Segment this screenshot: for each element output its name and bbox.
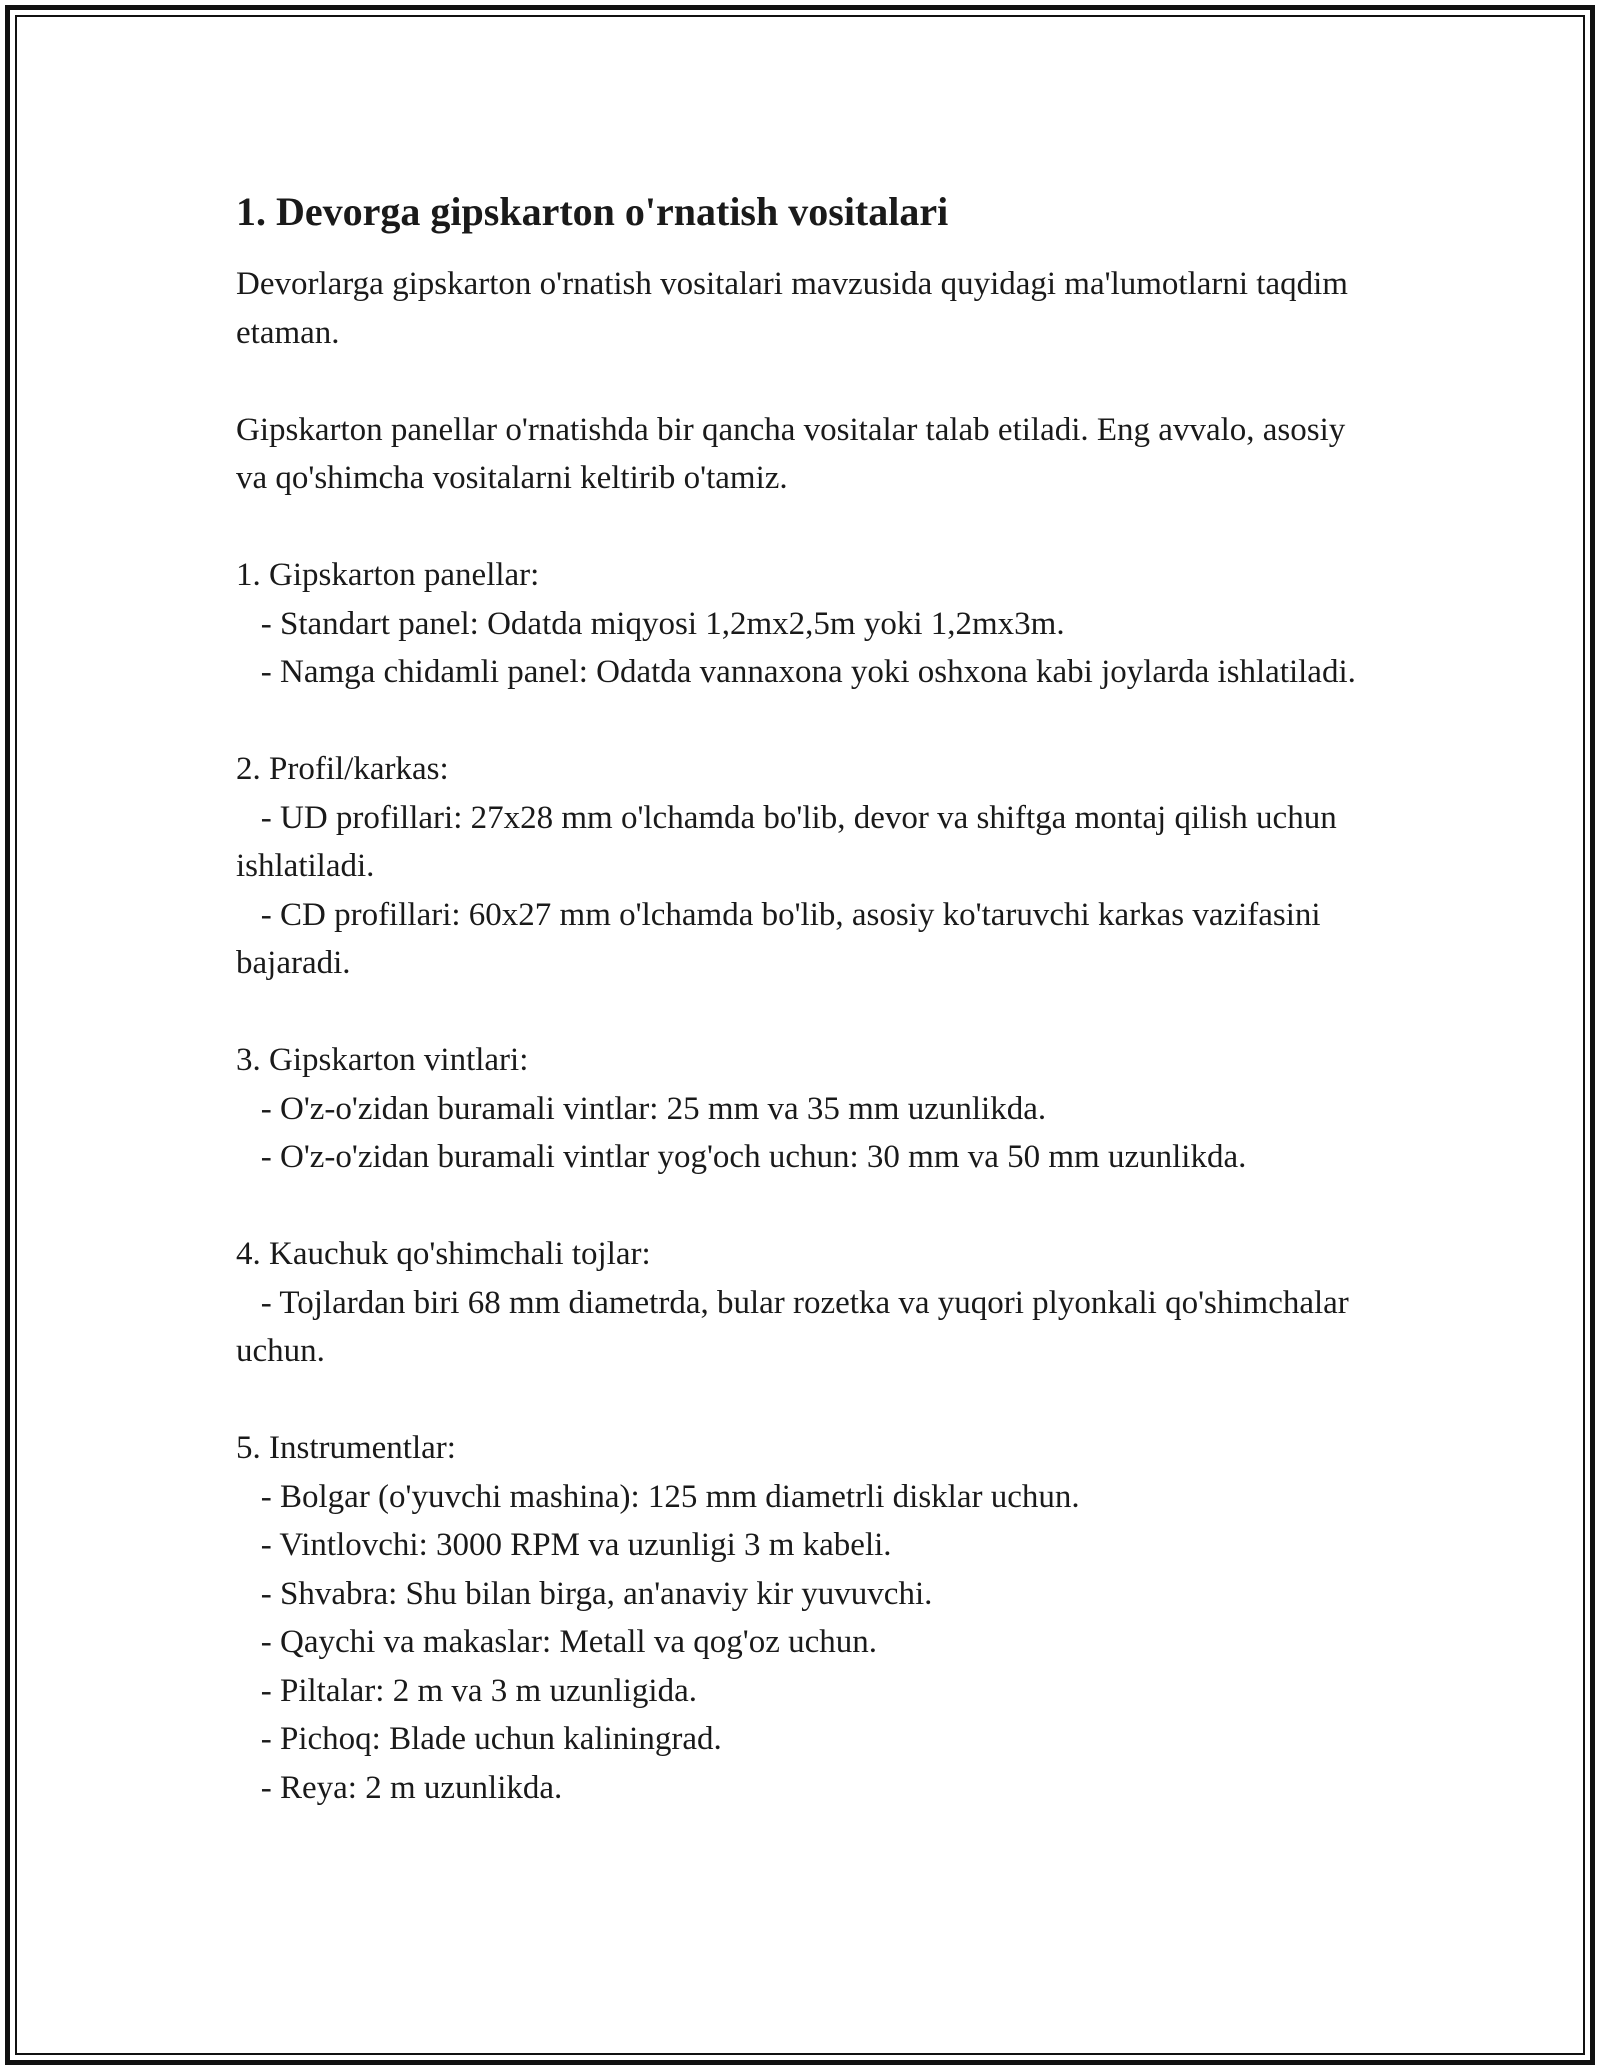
list-item: - UD profillari: 27x28 mm o'lchamda bo'lib, devor va shiftga montaj qilish uchun ishlatiladi. xyxy=(236,799,1345,884)
paragraph-spacer xyxy=(236,988,1376,1037)
list-item: - Piltalar: 2 m va 3 m uzunligida. xyxy=(236,1672,698,1709)
section-heading: 1. Gipskarton panellar: xyxy=(236,557,540,593)
list-item: - Qaychi va makaslar: Metall va qog'oz uchun. xyxy=(236,1624,877,1660)
list-item: - Pichoq: Blade uchun kaliningrad. xyxy=(236,1721,722,1757)
section-hole-saws xyxy=(236,1230,1376,1376)
paragraph-spacer xyxy=(236,503,1376,552)
lead-paragraph: Gipskarton panellar o'rnatishda bir qancha vositalar talab etiladi. Eng avvalo, asosiy va qo'shimcha vositalarni keltirib o'tamiz. xyxy=(236,411,1354,496)
section-heading: 5. Instrumentlar: xyxy=(236,1430,456,1466)
section-profiles xyxy=(236,745,1376,988)
section-tools xyxy=(236,1424,1376,1812)
list-item: - O'z-o'zidan buramali vintlar yog'och uchun: 30 mm va 50 mm uzunlikda. xyxy=(236,1139,1247,1175)
list-item: - Namga chidamli panel: Odatda vannaxona yoki oshxona kabi joylarda ishlatiladi. xyxy=(236,654,1356,690)
list-item: - Standart panel: Odatda miqyosi 1,2mx2,5m yoki 1,2mx3m. xyxy=(236,605,1065,642)
list-item: - Bolgar (o'yuvchi mashina): 125 mm diametrli disklar uchun. xyxy=(236,1478,1080,1515)
section-heading: 4. Kauchuk qo'shimchali tojlar: xyxy=(236,1236,651,1272)
list-item: - CD profillari: 60x27 mm o'lchamda bo'lib, asosiy ko'taruvchi karkas vazifasini bajaradi. xyxy=(236,896,1329,981)
paragraph-spacer xyxy=(236,1376,1376,1425)
paragraph-spacer xyxy=(236,697,1376,746)
list-item: - Vintlovchi: 3000 RPM va uzunligi 3 m kabeli. xyxy=(236,1527,892,1563)
intro-paragraph: Devorlarga gipskarton o'rnatish vositalari mavzusida quyidagi ma'lumotlarni taqdim etaman. xyxy=(236,266,1357,351)
list-item: - Tojlardan biri 68 mm diametrda, bular rozetka va yuqori plyonkali qo'shimchalar uchun. xyxy=(236,1284,1358,1369)
paragraph-spacer xyxy=(236,1182,1376,1231)
section-panels xyxy=(236,551,1376,697)
section-heading: 3. Gipskarton vintlari: xyxy=(236,1042,529,1078)
section-heading: 2. Profil/karkas: xyxy=(236,751,449,787)
document-title: 1. Devorga gipskarton o'rnatish vositalari xyxy=(236,189,949,234)
list-item: - Reya: 2 m uzunlikda. xyxy=(236,1769,563,1806)
document-body xyxy=(236,186,1376,1812)
section-screws xyxy=(236,1036,1376,1182)
list-item: - Shvabra: Shu bilan birga, an'anaviy kir yuvuvchi. xyxy=(236,1575,933,1612)
list-item: - O'z-o'zidan buramali vintlar: 25 mm va 35 mm uzunlikda. xyxy=(236,1090,1047,1127)
paragraph-spacer xyxy=(236,357,1376,406)
